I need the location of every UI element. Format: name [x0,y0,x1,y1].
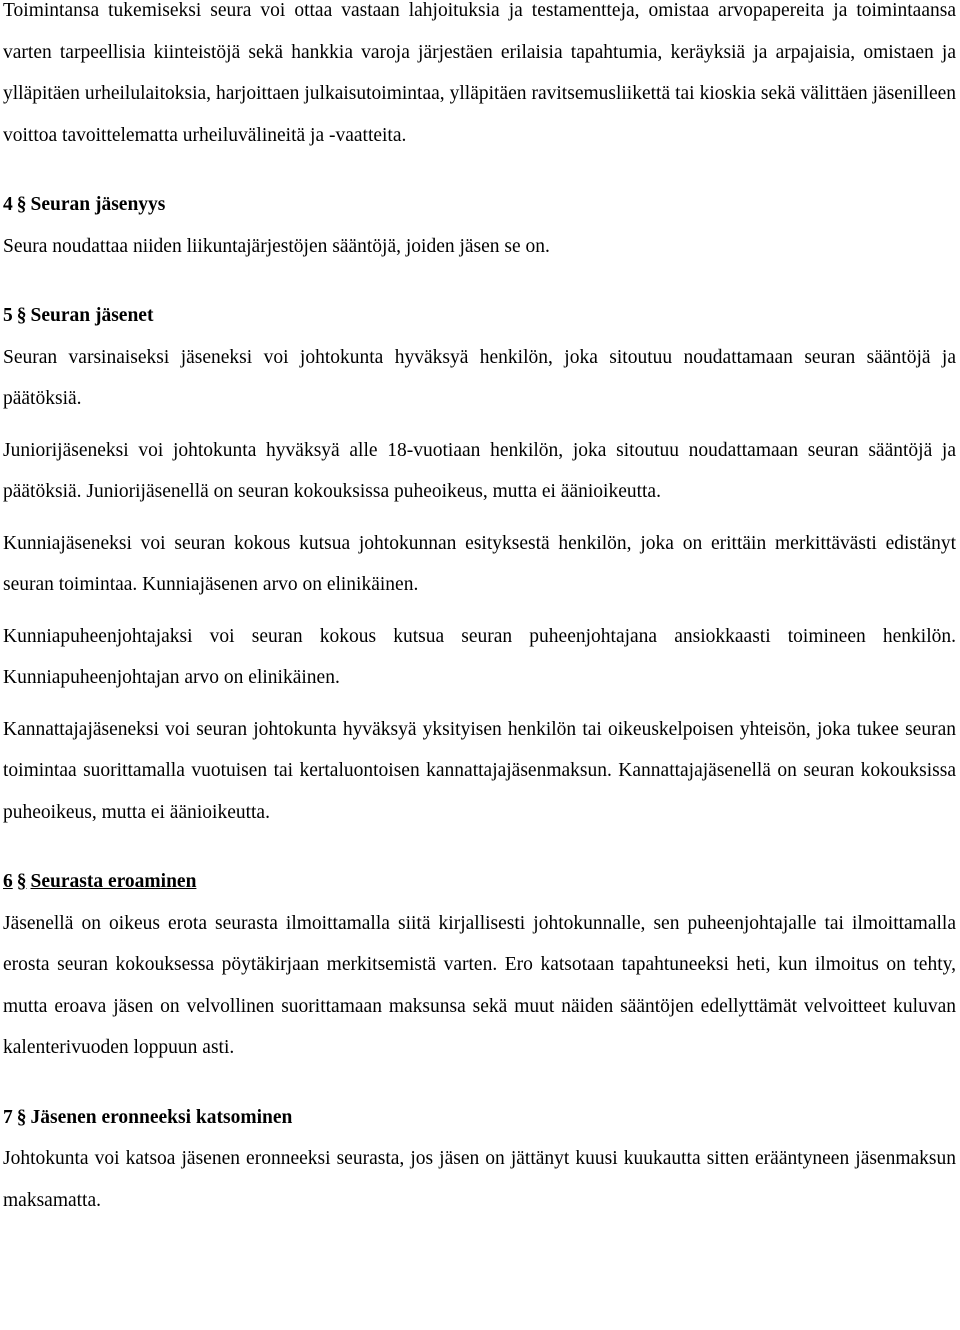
section-5-heading [3,295,956,337]
section-6-sign: § [16,871,27,892]
section-5-title: Seuran jäsenet [30,305,154,326]
section-5-paragraph-3: Kunniajäseneksi voi seuran kokous kutsua johtokunnan esityksestä henkilön, joka on erittäin merkittävästi edistänyt seuran toimintaa. Kunniajäsenen arvo on elinikäinen. [3,532,956,595]
section-7-sign: § [16,1106,27,1128]
section-6-number: 6 [3,871,13,892]
section-7-paragraph-1: Johtokunta voi katsoa jäsenen eronneeksi seurasta, jos jäsen on jättänyt kuusi kuukautta sitten erääntyneen jäsenmaksun maksamatta. [3,1148,956,1211]
section-4-title: Seuran jäsenyys [30,194,166,215]
section-7-title: Jäsenen eronneeksi katsominen [30,1106,293,1128]
section-7-heading [3,1097,956,1139]
section-5-sign: § [16,305,27,326]
section-4-heading [3,184,956,226]
intro-paragraph: Toimintansa tukemiseksi seura voi ottaa vastaan lahjoituksia ja testamentteja, omistaa arvopapereita ja toimintaansa varten tarpeellisia kiinteistöjä sekä hankkia varoja järjestäen erilaisia tapahtumia, keräyksiä ja arpajaisia, omistaen ja ylläpitäen urheilulaitoksia, harjoittaen julkaisutoimintaa, ylläpitäen ravitsemusliikettä tai kioskia sekä välittäen jäsenilleen voittoa tavoittelematta urheiluvälineitä ja -vaatteita. [3,0,956,146]
section-5-paragraph-2: Juniorijäseneksi voi johtokunta hyväksyä alle 18-vuotiaan henkilön, joka sitoutuu noudattamaan seuran sääntöjä ja päätöksiä. Juniorijäsenellä on seuran kokouksissa puheoikeus, mutta ei äänioikeutta. [3,439,956,502]
section-4-paragraph-1: Seura noudattaa niiden liikuntajärjestöjen sääntöjä, joiden jäsen se on. [3,235,550,257]
section-6-title: Seurasta eroaminen [30,871,197,892]
section-7-number: 7 [3,1106,13,1128]
section-5-paragraph-4: Kunniapuheenjohtajaksi voi seuran kokous kutsua seuran puheenjohtajana ansiokkaasti toimineen henkilön. Kunniapuheenjohtajan arvo on elinikäinen. [3,625,956,688]
section-6-heading [3,861,956,903]
section-4-sign: § [16,194,27,215]
section-5-paragraph-5: Kannattajajäseneksi voi seuran johtokunta hyväksyä yksityisen henkilön tai oikeuskelpoisen yhteisön, joka tukee seuran toimintaa suorittamalla vuotuisen tai kertaluontoisen kannattajajäsenmaksun. Kannattajajäsenellä on seuran kokouksissa puheoikeus, mutta ei äänioikeutta. [3,718,956,823]
section-5-number: 5 [3,305,13,326]
section-4-number: 4 [3,194,13,215]
section-5-paragraph-1: Seuran varsinaiseksi jäseneksi voi johtokunta hyväksyä henkilön, joka sitoutuu noudattamaan seuran sääntöjä ja päätöksiä. [3,346,956,409]
section-6-paragraph-1: Jäsenellä on oikeus erota seurasta ilmoittamalla siitä kirjallisesti johtokunnalle, sen puheenjohtajalle tai ilmoittamalla erosta seuran kokouksessa pöytäkirjaan merkitsemistä varten. Ero katsotaan tapahtuneeksi heti, kun ilmoitus on tehty, mutta eroava jäsen on velvollinen suorittamaan maksunsa sekä muut näiden sääntöjen edellyttämät velvoitteet kuluvan kalenterivuoden loppuun asti. [3,912,956,1058]
